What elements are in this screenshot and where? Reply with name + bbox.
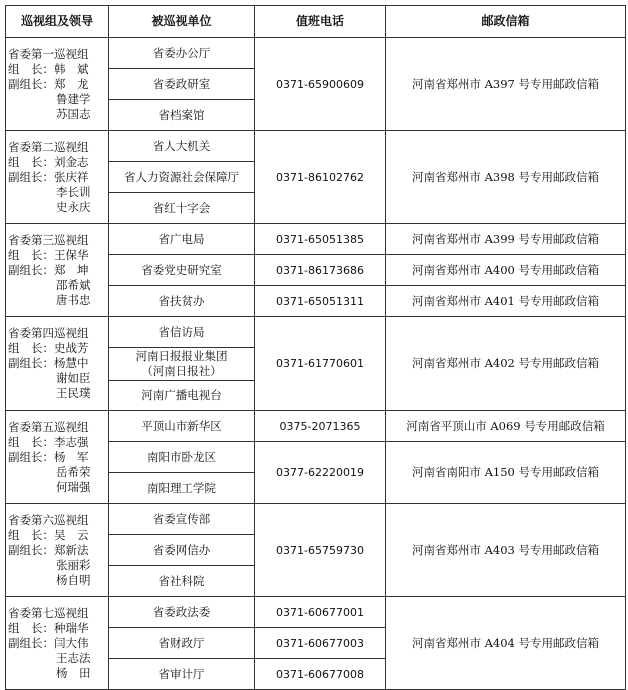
group-leader: 组 长：史战芳 <box>8 341 89 355</box>
unit-cell: 省人力资源社会保障厅 <box>109 162 255 193</box>
table-row <box>6 317 626 348</box>
group-name: 省委第三巡视组 <box>8 232 89 247</box>
phone-cell: 0371-86102762 <box>255 131 386 224</box>
unit-cell: 省委政研室 <box>109 69 255 100</box>
group-deputy: 副组长：闫大伟 <box>8 635 89 650</box>
group-leaders-cell <box>6 131 109 224</box>
unit-name: 河南日报报业集团 <box>135 349 228 363</box>
mailbox-cell: 河南省郑州市 A404 号专用邮政信箱 <box>386 597 626 690</box>
group-name: 省委第七巡视组 <box>8 605 89 620</box>
group-deputy: 张丽彩 <box>56 557 91 572</box>
table-row <box>6 131 626 162</box>
group-deputy: 鲁建学 <box>56 91 91 106</box>
unit-cell: 省红十字会 <box>109 193 255 224</box>
mailbox-cell: 河南省郑州市 A403 号专用邮政信箱 <box>386 504 626 597</box>
phone-cell: 0371-60677001 <box>255 597 386 628</box>
group-leaders-cell <box>6 38 109 131</box>
unit-cell: 省委政法委 <box>109 597 255 628</box>
header-group: 巡视组及领导 <box>6 6 109 38</box>
group-name: 省委第六巡视组 <box>8 512 89 527</box>
unit-cell: 省财政厅 <box>109 628 255 659</box>
unit-cell: 南阳市卧龙区 <box>109 442 255 473</box>
unit-cell: 省社科院 <box>109 566 255 597</box>
group-leader: 组 长：刘金志 <box>8 154 89 169</box>
phone-cell: 0371-60677003 <box>255 628 386 659</box>
unit-cell: 省审计厅 <box>109 659 255 690</box>
group-deputy: 副组长：郑新法 <box>8 542 89 557</box>
unit-cell: 省档案馆 <box>109 100 255 131</box>
unit-cell: 河南广播电视台 <box>109 381 255 411</box>
group-leaders-cell <box>6 317 109 411</box>
group-leader: 组 长：吴 云 <box>8 527 89 542</box>
header-phone: 值班电话 <box>255 6 386 38</box>
unit-cell: 省委宣传部 <box>109 504 255 535</box>
group-deputy: 唐书忠 <box>56 292 91 307</box>
group-leaders-cell <box>6 224 109 317</box>
inspection-contact-table <box>5 5 626 690</box>
group-deputy: 李长训 <box>56 184 91 199</box>
unit-cell: 平顶山市新华区 <box>109 411 255 442</box>
unit-cell: 南阳理工学院 <box>109 473 255 504</box>
unit-cell <box>109 348 255 381</box>
group-deputy: 副组长：郑 坤 <box>8 262 89 277</box>
phone-cell: 0371-65759730 <box>255 504 386 597</box>
group-leader: 组 长：种瑞华 <box>8 620 89 635</box>
group-deputy: 何瑞强 <box>56 479 91 494</box>
table-row <box>6 504 626 535</box>
group-deputy: 杨自明 <box>56 572 91 587</box>
group-deputy: 王志法 <box>56 650 91 665</box>
group-deputy: 杨 田 <box>56 665 91 680</box>
phone-cell: 0371-60677008 <box>255 659 386 690</box>
group-deputy: 谢如臣 <box>56 371 91 385</box>
group-name: 省委第一巡视组 <box>8 46 89 61</box>
group-deputy: 王民璞 <box>56 386 91 400</box>
header-mail: 邮政信箱 <box>386 6 626 38</box>
table-row <box>6 224 626 255</box>
group-name: 省委第五巡视组 <box>8 419 89 434</box>
mailbox-cell: 河南省郑州市 A398 号专用邮政信箱 <box>386 131 626 224</box>
mailbox-cell: 河南省郑州市 A399 号专用邮政信箱 <box>386 224 626 255</box>
group-deputy: 副组长：张庆祥 <box>8 169 89 184</box>
group-leader: 组 长：李志强 <box>8 434 89 449</box>
group-deputy: 岳希荣 <box>56 464 91 479</box>
unit-name-sub: （河南日报社） <box>141 364 222 378</box>
mailbox-cell: 河南省平顶山市 A069 号专用邮政信箱 <box>386 411 626 442</box>
group-leaders-cell <box>6 597 109 690</box>
mailbox-cell: 河南省郑州市 A402 号专用邮政信箱 <box>386 317 626 411</box>
group-leader: 组 长：韩 斌 <box>8 61 89 76</box>
table-row <box>6 411 626 442</box>
group-name: 省委第四巡视组 <box>8 326 89 340</box>
group-leader: 组 长：王保华 <box>8 247 89 262</box>
phone-cell: 0377-62220019 <box>255 442 386 504</box>
phone-cell: 0371-86173686 <box>255 255 386 286</box>
phone-cell: 0371-61770601 <box>255 317 386 411</box>
mailbox-cell: 河南省郑州市 A401 号专用邮政信箱 <box>386 286 626 317</box>
group-deputy: 邵希斌 <box>56 277 91 292</box>
phone-cell: 0371-65900609 <box>255 38 386 131</box>
unit-cell: 省信访局 <box>109 317 255 348</box>
unit-cell: 省扶贫办 <box>109 286 255 317</box>
unit-cell: 省委网信办 <box>109 535 255 566</box>
unit-cell: 省委党史研究室 <box>109 255 255 286</box>
group-leaders-cell <box>6 411 109 504</box>
mailbox-cell: 河南省南阳市 A150 号专用邮政信箱 <box>386 442 626 504</box>
phone-cell: 0371-65051311 <box>255 286 386 317</box>
table-row <box>6 597 626 628</box>
unit-cell: 省人大机关 <box>109 131 255 162</box>
group-deputy: 副组长：郑 龙 <box>8 76 89 91</box>
group-deputy: 副组长：杨慧中 <box>8 356 89 370</box>
group-name: 省委第二巡视组 <box>8 139 89 154</box>
group-deputy: 史永庆 <box>56 199 91 214</box>
phone-cell: 0371-65051385 <box>255 224 386 255</box>
unit-cell: 省委办公厅 <box>109 38 255 69</box>
header-unit: 被巡视单位 <box>109 6 255 38</box>
phone-cell: 0375-2071365 <box>255 411 386 442</box>
mailbox-cell: 河南省郑州市 A397 号专用邮政信箱 <box>386 38 626 131</box>
group-deputy: 副组长：杨 军 <box>8 449 89 464</box>
table-row <box>6 38 626 69</box>
group-deputy: 苏国志 <box>56 106 91 121</box>
header-row <box>6 6 626 38</box>
unit-cell: 省广电局 <box>109 224 255 255</box>
group-leaders-cell <box>6 504 109 597</box>
mailbox-cell: 河南省郑州市 A400 号专用邮政信箱 <box>386 255 626 286</box>
